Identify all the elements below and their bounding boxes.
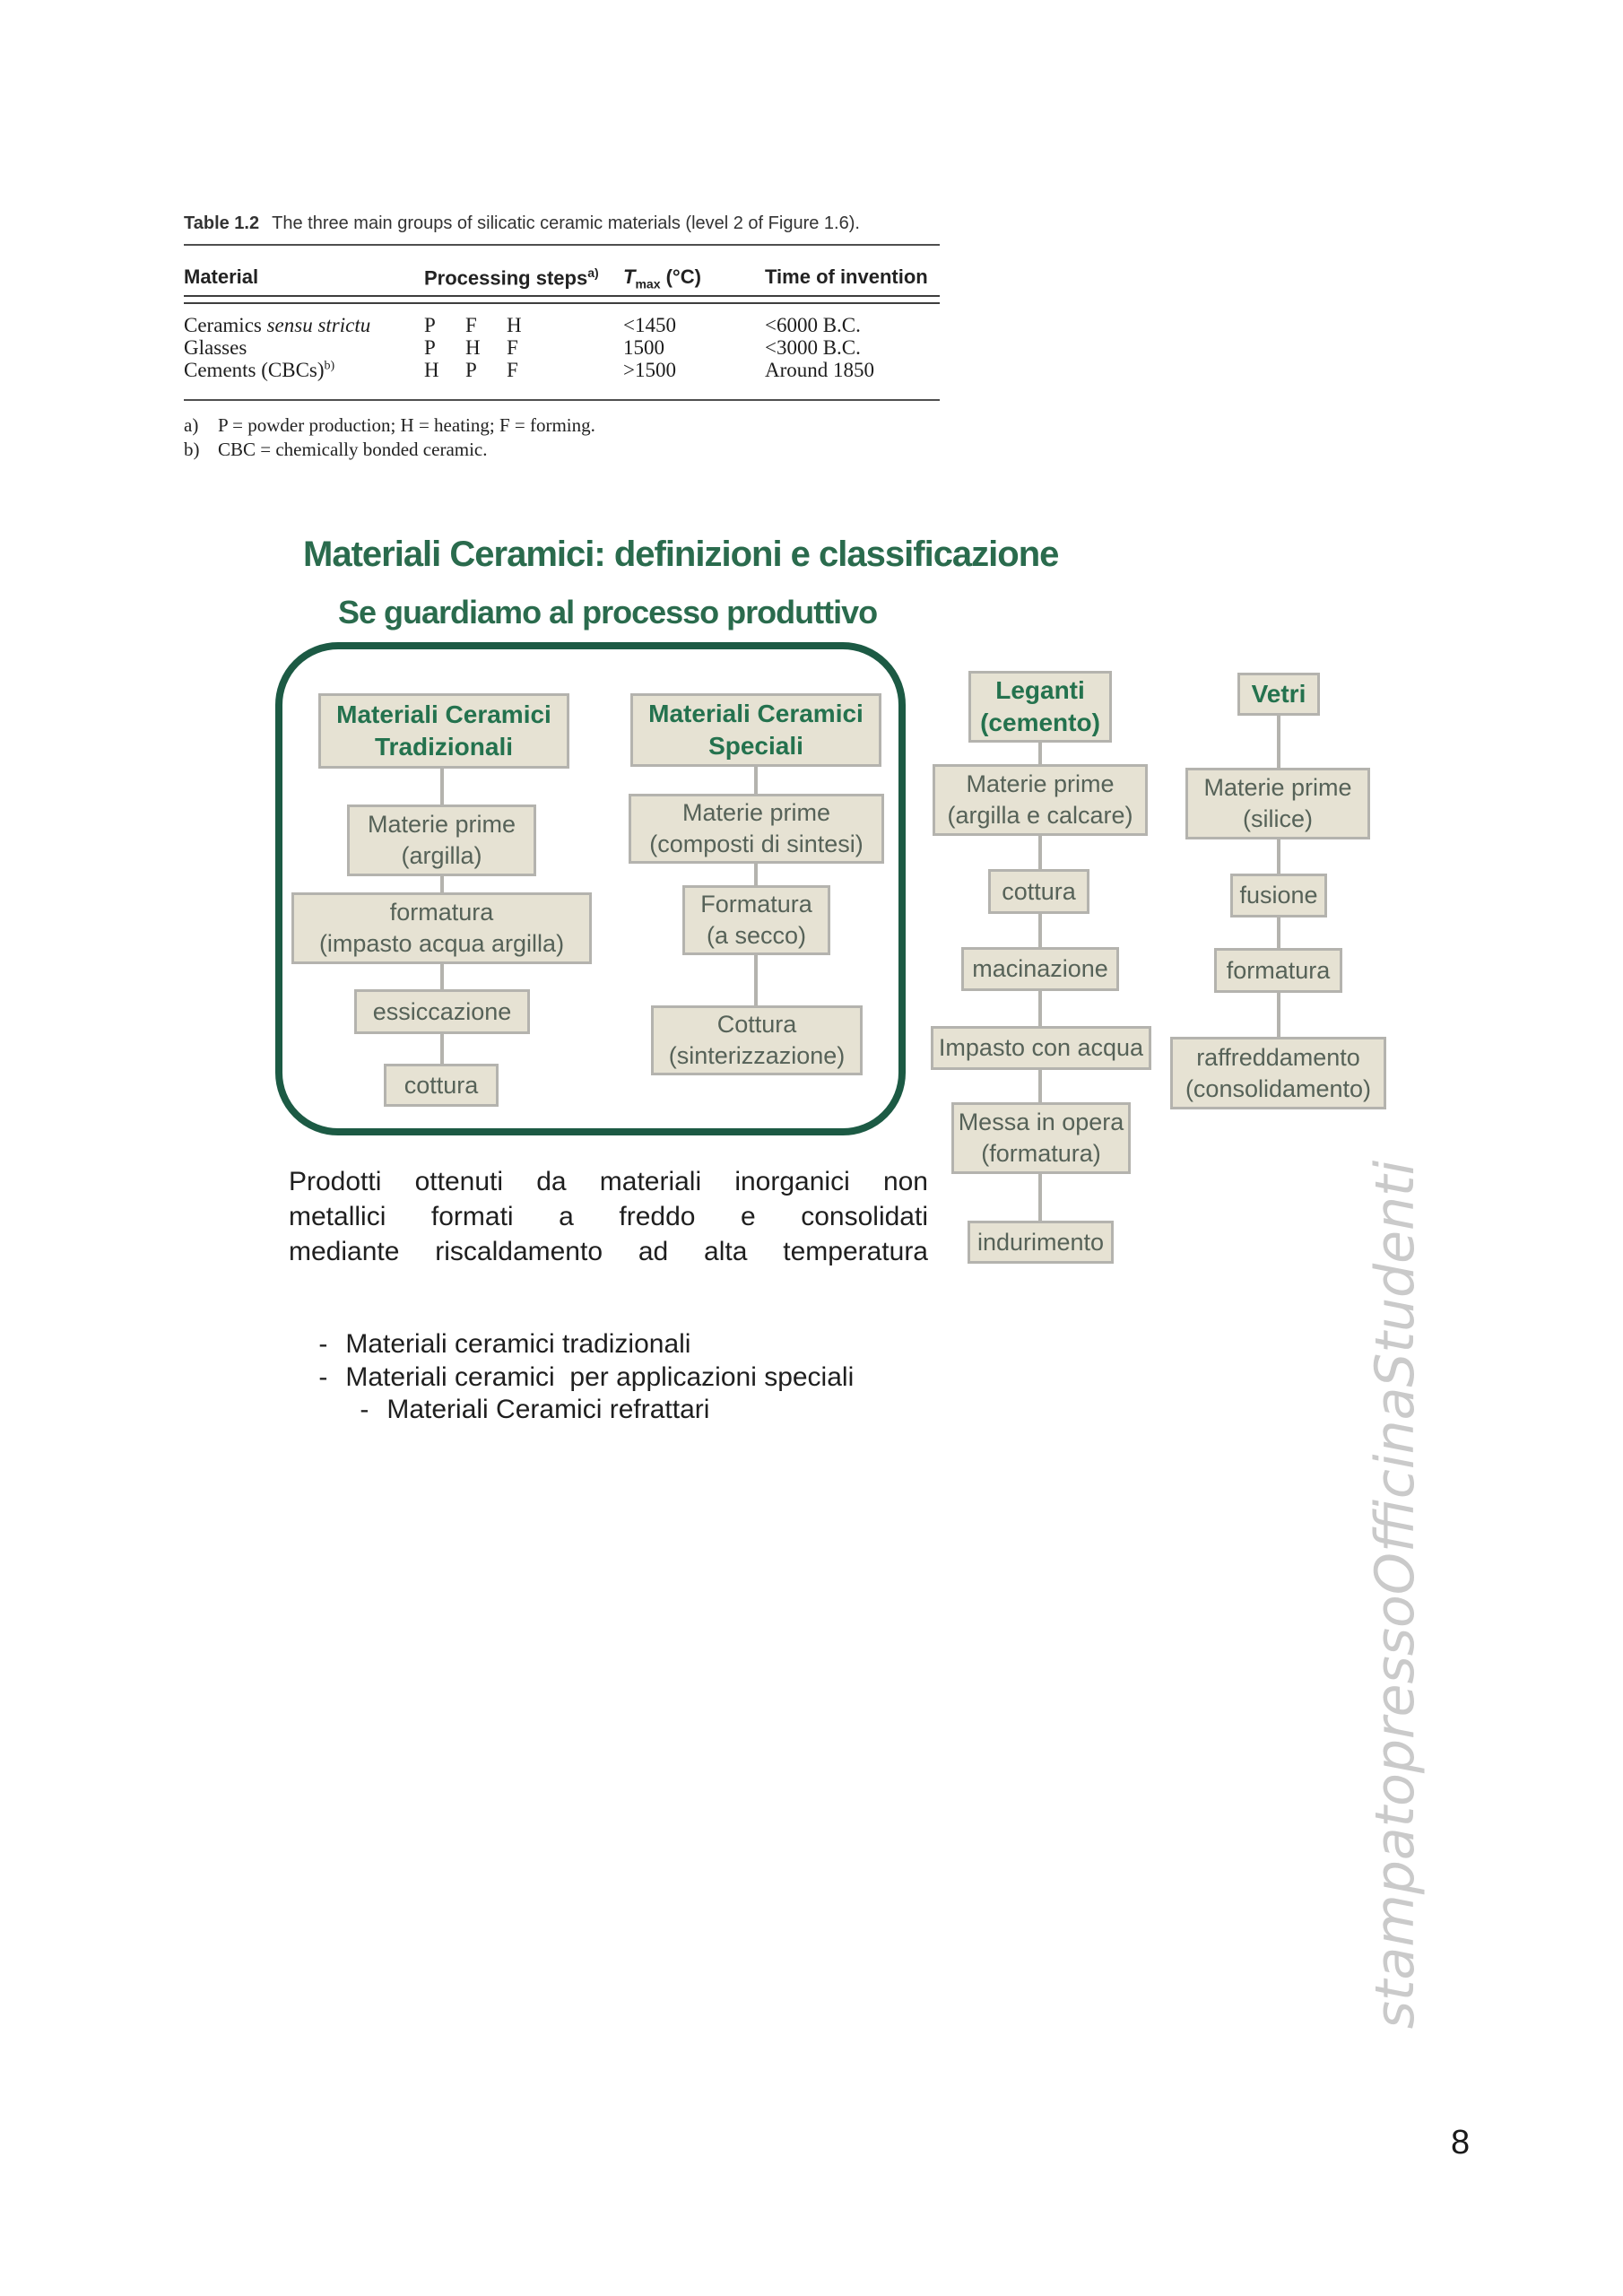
flow-header-speciali: Materiali Ceramici Speciali xyxy=(630,693,881,767)
flow-step-raffreddamento: raffreddamento (consolidamento) xyxy=(1170,1037,1386,1109)
cell-material: Glasses xyxy=(184,336,247,359)
cell-material: Cements (CBCs)$^{b)}$ xyxy=(184,359,335,381)
cell-tmax: >1500 xyxy=(623,359,676,381)
flow-step-indurimento: indurimento xyxy=(968,1221,1114,1264)
table-row xyxy=(184,336,940,360)
bullet-item-tradizionali: - Materiali ceramici tradizionali xyxy=(318,1329,691,1359)
definition-paragraph xyxy=(289,1164,928,1269)
flow-step-materie-prime-sintesi: Materie prime (composti di sintesi) xyxy=(629,794,884,864)
table-caption-text: The three main groups of silicatic ceramic materials (level 2 of Figure 1.6). xyxy=(272,213,860,233)
footnote-ref-b: b) xyxy=(324,359,335,373)
page-subtitle: Se guardiamo al processo produttivo xyxy=(338,594,878,631)
flow-step-formatura-impasto: formatura (impasto acqua argilla) xyxy=(291,892,592,964)
cell-steps: P F H xyxy=(424,314,522,336)
bullet-dash: - xyxy=(318,1329,328,1359)
bullet-dash: - xyxy=(360,1395,369,1424)
col-header-tmax: $T_{max}$ (°C) xyxy=(623,265,701,291)
flow-step-fusione: fusione xyxy=(1230,874,1327,918)
paragraph-line: metallici formati a freddo e consolidati xyxy=(289,1202,928,1231)
footnote-ref-a: a) xyxy=(587,265,599,280)
flow-step-cottura-tradizionali: cottura xyxy=(384,1064,499,1107)
reference-table xyxy=(184,213,940,460)
bullet-dash: - xyxy=(318,1362,328,1392)
flow-step-formatura-vetri: formatura xyxy=(1214,948,1342,993)
flow-header-vetri: Vetri xyxy=(1237,673,1320,716)
col-header-material: Material xyxy=(184,265,259,288)
table-caption xyxy=(184,213,940,234)
cell-time: <6000 B.C. xyxy=(765,314,861,336)
flow-step-essiccazione: essiccazione xyxy=(354,989,530,1034)
cell-tmax: <1450 xyxy=(623,314,676,336)
flow-step-messa-in-opera: Messa in opera (formatura) xyxy=(951,1102,1131,1174)
watermark-text: stampatopressoOfficinaStudenti xyxy=(1364,1160,1427,2030)
table-caption-label: Table 1.2 xyxy=(184,213,260,233)
paragraph-line: Prodotti ottenuti da materiali inorganici non xyxy=(289,1167,928,1196)
bullet-item-speciali: - Materiali ceramici per applicazioni speciali xyxy=(318,1362,855,1392)
flow-step-materie-prime-silice: Materie prime (silice) xyxy=(1185,768,1370,839)
cell-time: Around 1850 xyxy=(765,359,875,381)
table-footnote-a: a) P = powder production; H = heating; F = forming. xyxy=(184,414,595,436)
cell-material: Ceramics sensu strictu xyxy=(184,314,371,336)
flow-header-tradizionali: Materiali Ceramici Tradizionali xyxy=(318,693,569,769)
page-number: 8 xyxy=(1451,2124,1471,2161)
table-row xyxy=(184,314,940,337)
table-header-row xyxy=(184,265,940,291)
flow-step-formatura-a-secco: Formatura (a secco) xyxy=(682,885,830,955)
col-header-processing: Processing steps$^{a)}$ xyxy=(424,265,599,290)
flow-step-cottura-leganti: cottura xyxy=(988,869,1089,914)
table-footnote-b: b) CBC = chemically bonded ceramic. xyxy=(184,439,488,460)
cell-steps: H P F xyxy=(424,359,518,381)
col-header-time: Time of invention xyxy=(765,265,928,288)
flow-step-materie-prime-argilla: Materie prime (argilla) xyxy=(347,804,536,876)
flow-step-impasto-con-acqua: Impasto con acqua xyxy=(931,1026,1151,1070)
flow-step-materie-prime-argilla-calcare: Materie prime (argilla e calcare) xyxy=(933,764,1148,836)
table-top-rule xyxy=(184,244,940,246)
flow-step-macinazione: macinazione xyxy=(961,947,1119,991)
page-title: Materiali Ceramici: definizioni e classificazione xyxy=(303,535,1059,574)
cell-steps: P H F xyxy=(424,336,518,359)
paragraph-line: mediante riscaldamento ad alta temperatura xyxy=(289,1237,928,1266)
flow-step-cottura-sinterizzazione: Cottura (sinterizzazione) xyxy=(651,1005,863,1075)
bullet-item-refrattari: - Materiali Ceramici refrattari xyxy=(360,1395,710,1424)
table-header-rule xyxy=(184,295,940,304)
flow-header-leganti: Leganti (cemento) xyxy=(968,671,1112,743)
table-bottom-rule xyxy=(184,399,940,401)
cell-time: <3000 B.C. xyxy=(765,336,861,359)
table-row xyxy=(184,359,940,382)
cell-tmax: 1500 xyxy=(623,336,664,359)
